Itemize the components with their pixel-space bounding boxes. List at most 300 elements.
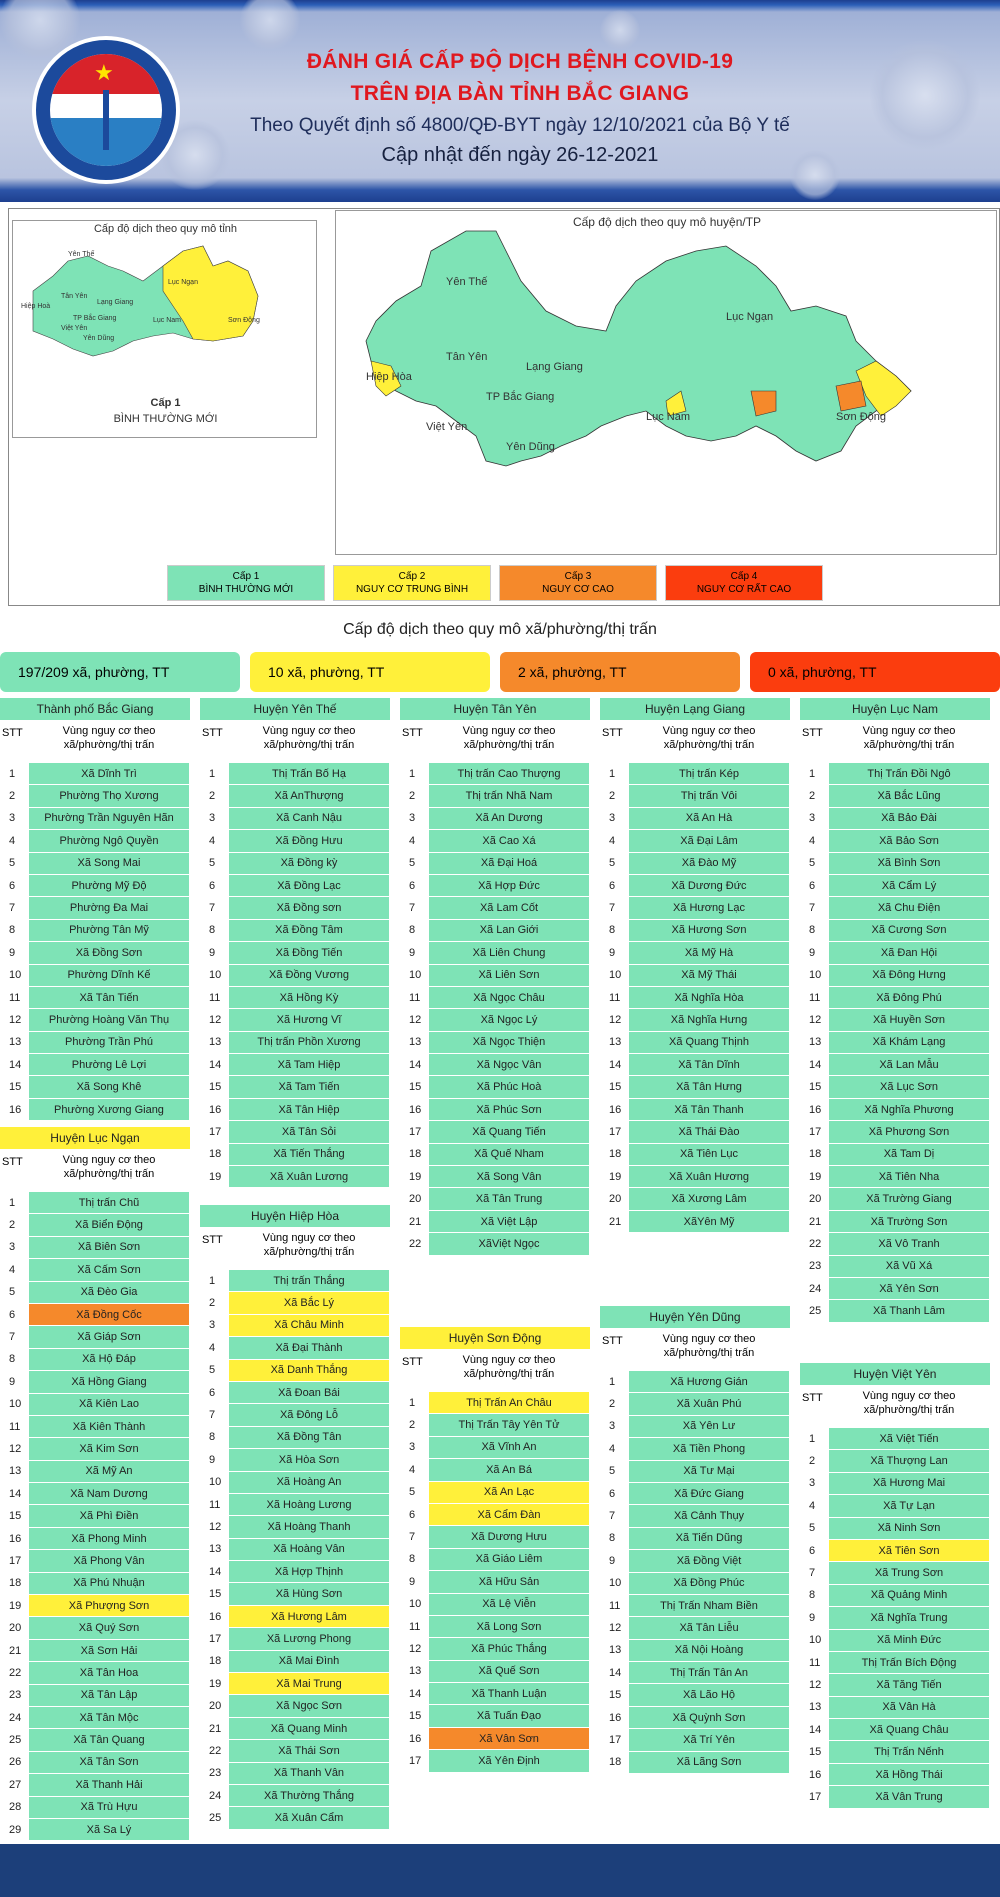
commune-name: Xã Xuân Cẩm <box>229 1807 390 1829</box>
row-number: 10 <box>601 964 629 986</box>
row-number: 17 <box>201 1121 229 1143</box>
commune-name: Xã Hoàng Vân <box>229 1538 390 1560</box>
row-number: 15 <box>201 1583 229 1605</box>
table-row <box>601 1662 790 1684</box>
row-number: 13 <box>801 1031 829 1053</box>
commune-name: Xã Tân Trung <box>429 1188 590 1210</box>
table-row <box>1 942 190 964</box>
table-row <box>1 1281 190 1303</box>
table-row <box>201 1583 390 1605</box>
commune-name: Thị Trấn Bích Động <box>829 1651 990 1673</box>
row-number: 9 <box>201 1449 229 1471</box>
row-number: 16 <box>401 1098 429 1120</box>
table-row <box>201 1054 390 1076</box>
commune-name: Xã Biển Động <box>29 1214 190 1236</box>
table-row <box>201 1762 390 1784</box>
stt-header: STT <box>2 727 23 739</box>
row-number: 13 <box>401 1031 429 1053</box>
commune-name: Xã An Dương <box>429 807 590 829</box>
row-number: 2 <box>801 785 829 807</box>
row-number: 4 <box>801 1495 829 1517</box>
table-row <box>601 942 790 964</box>
row-number: 5 <box>1 852 29 874</box>
table-row <box>1 1348 190 1370</box>
table-row <box>401 874 590 896</box>
row-number: 9 <box>201 942 229 964</box>
table-row <box>601 763 790 785</box>
row-number: 15 <box>801 1076 829 1098</box>
table-row <box>601 1617 790 1639</box>
table-row <box>1 1505 190 1527</box>
table-row <box>801 1696 990 1718</box>
district-table <box>200 698 390 1188</box>
table-row <box>801 1495 990 1517</box>
commune-name: Xã Tân Dĩnh <box>629 1054 790 1076</box>
row-number: 23 <box>201 1762 229 1784</box>
commune-name: Xã Tân Hoa <box>29 1662 190 1684</box>
commune-name: Thị Trấn An Châu <box>429 1392 590 1414</box>
stt-header: STT <box>402 1356 423 1368</box>
table-row <box>201 1270 390 1292</box>
table-row <box>401 1615 590 1637</box>
province-label: Việt Yên <box>61 325 88 332</box>
table-row <box>601 1188 790 1210</box>
area-header: Vùng nguy cơ theo xã/phường/thị trấn <box>862 725 956 751</box>
row-number: 13 <box>201 1031 229 1053</box>
district-table <box>600 698 790 1233</box>
table-row <box>801 1719 990 1741</box>
row-number: 7 <box>201 1404 229 1426</box>
table-row <box>801 1651 990 1673</box>
table-row <box>1 1706 190 1728</box>
commune-name: Xã Khám Lạng <box>829 1031 990 1053</box>
page-title: ĐÁNH GIÁ CẤP ĐỘ DỊCH BỆNH COVID-19 <box>306 50 734 73</box>
table-row <box>601 1684 790 1706</box>
row-number: 1 <box>401 1392 429 1414</box>
row-number: 25 <box>201 1807 229 1829</box>
district-name: Huyện Yên Dũng <box>600 1306 790 1328</box>
table-row <box>601 1594 790 1616</box>
commune-name: Xã Đồng Sơn <box>29 942 190 964</box>
commune-name: Xã Đèo Gia <box>29 1281 190 1303</box>
table-row <box>601 830 790 852</box>
district-label: Hiệp Hòa <box>366 371 412 383</box>
commune-name: Xã Tam Hiệp <box>229 1054 390 1076</box>
table-row <box>401 1503 590 1525</box>
district-name: Huyện Lục Nam <box>800 698 990 720</box>
table-row <box>201 1740 390 1762</box>
district-name: Huyện Việt Yên <box>800 1363 990 1385</box>
province-label: Yên Thế <box>68 251 95 258</box>
row-number: 14 <box>801 1719 829 1741</box>
table-row <box>401 1414 590 1436</box>
table-row <box>401 785 590 807</box>
commune-name: Xã Trường Giang <box>829 1188 990 1210</box>
commune-name: Xã Xương Lâm <box>629 1188 790 1210</box>
row-number: 21 <box>201 1717 229 1739</box>
table-row <box>1 807 190 829</box>
header-banner <box>0 0 1000 202</box>
row-number: 2 <box>801 1450 829 1472</box>
row-number: 7 <box>401 897 429 919</box>
row-number: 7 <box>801 897 829 919</box>
district-label: TP Bắc Giang <box>486 391 555 403</box>
table-row <box>1 1729 190 1751</box>
row-number: 24 <box>1 1706 29 1728</box>
row-number: 11 <box>1 986 29 1008</box>
table-row <box>401 830 590 852</box>
district-map-title: Cấp độ dịch theo quy mô huyện/TP <box>572 215 762 229</box>
table-row <box>601 1751 790 1773</box>
row-number: 13 <box>801 1696 829 1718</box>
row-number: 9 <box>1 1371 29 1393</box>
commune-name: Xã Quang Châu <box>829 1719 990 1741</box>
table-row <box>801 1255 990 1277</box>
commune-name: Xã Bảo Sơn <box>829 830 990 852</box>
table-row <box>801 1166 990 1188</box>
table-row <box>401 942 590 964</box>
commune-name: Xã Tiên Nha <box>829 1166 990 1188</box>
row-number: 17 <box>601 1729 629 1751</box>
area-header: Vùng nguy cơ theo xã/phường/thị trấn <box>262 1232 356 1258</box>
commune-name: Xã Đông Lỗ <box>229 1404 390 1426</box>
commune-name: Xã Phong Vân <box>29 1550 190 1572</box>
table-row <box>801 1607 990 1629</box>
legend-name: Cấp 1 <box>232 571 260 582</box>
row-number: 11 <box>601 986 629 1008</box>
commune-name: Xã Bắc Lý <box>229 1292 390 1314</box>
commune-name: Xã Đào Mỹ <box>629 852 790 874</box>
table-row <box>1 986 190 1008</box>
district-rows <box>600 1370 790 1774</box>
table-header <box>600 1328 790 1370</box>
commune-name: Xã Yên Định <box>429 1750 590 1772</box>
commune-name: Xã Thanh Vân <box>229 1762 390 1784</box>
row-number: 12 <box>201 1009 229 1031</box>
table-row <box>1 1572 190 1594</box>
table-row <box>401 1548 590 1570</box>
table-row <box>201 964 390 986</box>
table-row <box>401 1031 590 1053</box>
table-row <box>201 1605 390 1627</box>
row-number: 19 <box>1 1595 29 1617</box>
table-row <box>801 986 990 1008</box>
district-table <box>200 1205 390 1830</box>
row-number: 4 <box>601 830 629 852</box>
row-number: 8 <box>601 919 629 941</box>
legend-desc: BÌNH THƯỜNG MỚI <box>198 584 294 595</box>
commune-name: Xã Quý Sơn <box>29 1617 190 1639</box>
table-row <box>1 1009 190 1031</box>
commune-name: Xã Quế Nham <box>429 1143 590 1165</box>
commune-name: Xã Yên Lư <box>629 1415 790 1437</box>
row-number: 19 <box>401 1166 429 1188</box>
table-row <box>201 1449 390 1471</box>
row-number: 6 <box>201 1381 229 1403</box>
district-table <box>0 698 190 1121</box>
row-number: 14 <box>801 1054 829 1076</box>
commune-name: Xã Mỹ An <box>29 1460 190 1482</box>
table-header <box>0 1149 190 1191</box>
table-row <box>1 1031 190 1053</box>
row-number: 25 <box>1 1729 29 1751</box>
commune-name: Xã Lão Hộ <box>629 1684 790 1706</box>
row-number: 19 <box>801 1166 829 1188</box>
table-row <box>601 1706 790 1728</box>
table-row <box>801 1054 990 1076</box>
commune-name: Xã Song Vân <box>429 1166 590 1188</box>
row-number: 16 <box>201 1098 229 1120</box>
district-rows <box>200 1269 390 1830</box>
row-number: 14 <box>401 1683 429 1705</box>
row-number: 4 <box>1 830 29 852</box>
row-number: 11 <box>801 986 829 1008</box>
commune-name: Xã Quảng Minh <box>829 1584 990 1606</box>
table-row <box>401 1727 590 1749</box>
row-number: 1 <box>201 1270 229 1292</box>
district-rows <box>400 762 590 1256</box>
row-number: 4 <box>401 1459 429 1481</box>
commune-name: Xã Hương Lạc <box>629 897 790 919</box>
table-row <box>201 1717 390 1739</box>
row-number: 12 <box>801 1674 829 1696</box>
commune-name: Xã Hợp Thịnh <box>229 1561 390 1583</box>
commune-name: Xã Hồng Kỳ <box>229 986 390 1008</box>
commune-name: Xã Việt Lập <box>429 1210 590 1232</box>
commune-name: Xã Canh Nậu <box>229 807 390 829</box>
table-row <box>401 1526 590 1548</box>
row-number: 13 <box>601 1639 629 1661</box>
province-level-desc: BÌNH THƯỜNG MỚI <box>113 413 218 425</box>
commune-name: Xã Tân Tiến <box>29 986 190 1008</box>
commune-name: Thị trấn Vôi <box>629 785 790 807</box>
table-row <box>601 1639 790 1661</box>
commune-name: Xã Sa Lý <box>29 1818 190 1840</box>
row-number: 14 <box>601 1662 629 1684</box>
row-number: 17 <box>401 1750 429 1772</box>
row-number: 21 <box>801 1210 829 1232</box>
commune-name: Xã Mỹ Thái <box>629 964 790 986</box>
row-number: 10 <box>1 964 29 986</box>
row-number: 8 <box>801 1584 829 1606</box>
commune-name: Xã Kiên Lao <box>29 1393 190 1415</box>
row-number: 5 <box>201 1359 229 1381</box>
row-number: 11 <box>201 986 229 1008</box>
table-row <box>201 763 390 785</box>
commune-name: Thị Trấn Nếnh <box>829 1741 990 1763</box>
row-number: 1 <box>1 1192 29 1214</box>
row-number: 6 <box>401 874 429 896</box>
row-number: 19 <box>601 1166 629 1188</box>
row-number: 18 <box>801 1143 829 1165</box>
district-name: Huyện Lạng Giang <box>600 698 790 720</box>
table-row <box>601 986 790 1008</box>
commune-name: Xã Thượng Lan <box>829 1450 990 1472</box>
page-title-line2: TRÊN ĐỊA BÀN TỈNH BẮC GIANG <box>350 82 690 105</box>
row-number: 14 <box>601 1054 629 1076</box>
table-header <box>800 1385 990 1427</box>
commune-name: Xã Việt Tiến <box>829 1428 990 1450</box>
row-number: 16 <box>601 1706 629 1728</box>
table-row <box>601 1393 790 1415</box>
row-number: 6 <box>601 874 629 896</box>
commune-name: Xã Nam Dương <box>29 1483 190 1505</box>
row-number: 7 <box>401 1526 429 1548</box>
row-number: 15 <box>1 1505 29 1527</box>
table-row <box>201 897 390 919</box>
province-label: Sơn Động <box>228 317 260 324</box>
table-row <box>401 1233 590 1255</box>
district-label: Lục Ngạn <box>726 311 774 323</box>
commune-name: Xã Đồng Hưu <box>229 830 390 852</box>
commune-name: Xã Phúc Thắng <box>429 1638 590 1660</box>
table-row <box>1 1259 190 1281</box>
table-row <box>1 1550 190 1572</box>
row-number: 12 <box>801 1009 829 1031</box>
commune-name: Phường Đa Mai <box>29 897 190 919</box>
commune-name: Xã Cảnh Thụy <box>629 1505 790 1527</box>
row-number: 18 <box>601 1751 629 1773</box>
summary-level-3: 2 xã, phường, TT <box>500 652 740 692</box>
row-number: 1 <box>801 1428 829 1450</box>
table-row <box>201 1031 390 1053</box>
table-row <box>401 1593 590 1615</box>
row-number: 10 <box>1 1393 29 1415</box>
table-row <box>1 785 190 807</box>
row-number: 16 <box>1 1527 29 1549</box>
commune-name: Xã Quỳnh Sơn <box>629 1706 790 1728</box>
commune-name: Xã Mỹ Hà <box>629 942 790 964</box>
commune-name: Xã Xuân Phú <box>629 1393 790 1415</box>
commune-name: Xã Huyền Sơn <box>829 1009 990 1031</box>
commune-name: Xã Thanh Luận <box>429 1683 590 1705</box>
commune-name: Xã Lãng Sơn <box>629 1751 790 1773</box>
row-number: 6 <box>601 1482 629 1504</box>
table-row <box>201 942 390 964</box>
table-row <box>201 1784 390 1806</box>
row-number: 13 <box>1 1031 29 1053</box>
commune-name: Phường Tân Mỹ <box>29 919 190 941</box>
district-name: Huyện Yên Thế <box>200 698 390 720</box>
row-number: 3 <box>401 1436 429 1458</box>
commune-name: Xã Vô Tranh <box>829 1233 990 1255</box>
table-row <box>601 1550 790 1572</box>
legend-level-4 <box>665 565 823 601</box>
commune-name: Xã Nghĩa Trung <box>829 1607 990 1629</box>
commune-name: Xã Đồng Tâm <box>229 919 390 941</box>
table-row <box>801 785 990 807</box>
table-row <box>601 964 790 986</box>
commune-name: Xã Hồng Thái <box>829 1763 990 1785</box>
table-row <box>601 1166 790 1188</box>
commune-name: Xã Phúc Hoà <box>429 1076 590 1098</box>
province-label: Lạng Giang <box>97 299 134 306</box>
table-row <box>1 874 190 896</box>
district-name: Huyện Lục Ngạn <box>0 1127 190 1149</box>
commune-name: Xã Đại Thành <box>229 1337 390 1359</box>
row-number: 3 <box>1 807 29 829</box>
commune-name: Xã Tam Dị <box>829 1143 990 1165</box>
commune-name: Xã Trung Sơn <box>829 1562 990 1584</box>
row-number: 7 <box>801 1562 829 1584</box>
row-number: 7 <box>1 1326 29 1348</box>
row-number: 22 <box>201 1740 229 1762</box>
commune-name: Xã Vũ Xá <box>829 1255 990 1277</box>
row-number: 22 <box>1 1662 29 1684</box>
row-number: 8 <box>601 1527 629 1549</box>
row-number: 14 <box>201 1561 229 1583</box>
commune-name: Xã Đồng Phúc <box>629 1572 790 1594</box>
row-number: 4 <box>1 1259 29 1281</box>
row-number: 25 <box>801 1300 829 1322</box>
row-number: 21 <box>601 1210 629 1232</box>
table-row <box>201 1493 390 1515</box>
row-number: 9 <box>1 942 29 964</box>
commune-name: Xã Hòa Sơn <box>229 1449 390 1471</box>
table-header <box>400 720 590 762</box>
district-rows <box>400 1391 590 1773</box>
table-row <box>601 1143 790 1165</box>
district-rows <box>800 1427 990 1809</box>
province-label: Hiệp Hoà <box>21 303 51 310</box>
row-number: 6 <box>801 874 829 896</box>
table-row <box>801 852 990 874</box>
district-table <box>400 698 590 1256</box>
stt-header: STT <box>402 727 423 739</box>
stt-header: STT <box>2 1156 23 1168</box>
commune-name: Xã Đông Phú <box>829 986 990 1008</box>
table-row <box>1 1076 190 1098</box>
table-row <box>801 1763 990 1785</box>
table-row <box>201 1359 390 1381</box>
row-number: 24 <box>201 1784 229 1806</box>
row-number: 16 <box>1 1098 29 1120</box>
row-number: 3 <box>801 1472 829 1494</box>
district-label: Yên Thế <box>446 276 488 288</box>
district-label: Việt Yên <box>426 421 468 433</box>
table-row <box>801 1562 990 1584</box>
table-row <box>801 1786 990 1808</box>
table-row <box>201 807 390 829</box>
table-row <box>801 942 990 964</box>
table-row <box>801 763 990 785</box>
table-row <box>201 1471 390 1493</box>
commune-name: XãViệt Ngọc <box>429 1233 590 1255</box>
stt-header: STT <box>602 727 623 739</box>
table-row <box>601 1121 790 1143</box>
table-row <box>401 1188 590 1210</box>
commune-name: Xã Đại Hoá <box>429 852 590 874</box>
commune-name: Xã Thường Thắng <box>229 1784 390 1806</box>
table-row <box>1 1527 190 1549</box>
row-number: 5 <box>401 852 429 874</box>
row-number: 26 <box>1 1751 29 1773</box>
table-row <box>201 1381 390 1403</box>
commune-name: Xã Tiến Thắng <box>229 1143 390 1165</box>
row-number: 22 <box>401 1233 429 1255</box>
row-number: 14 <box>201 1054 229 1076</box>
row-number: 6 <box>801 1539 829 1561</box>
row-number: 10 <box>801 1629 829 1651</box>
commune-name: Xã Trù Hựu <box>29 1796 190 1818</box>
commune-name: Xã Đông Hưng <box>829 964 990 986</box>
commune-name: Xã Phương Sơn <box>829 1121 990 1143</box>
table-row <box>801 1472 990 1494</box>
commune-name: Xã Hoàng An <box>229 1471 390 1493</box>
commune-name: Xã Tân Mộc <box>29 1706 190 1728</box>
table-row <box>601 1438 790 1460</box>
commune-name: Xã Minh Đức <box>829 1629 990 1651</box>
